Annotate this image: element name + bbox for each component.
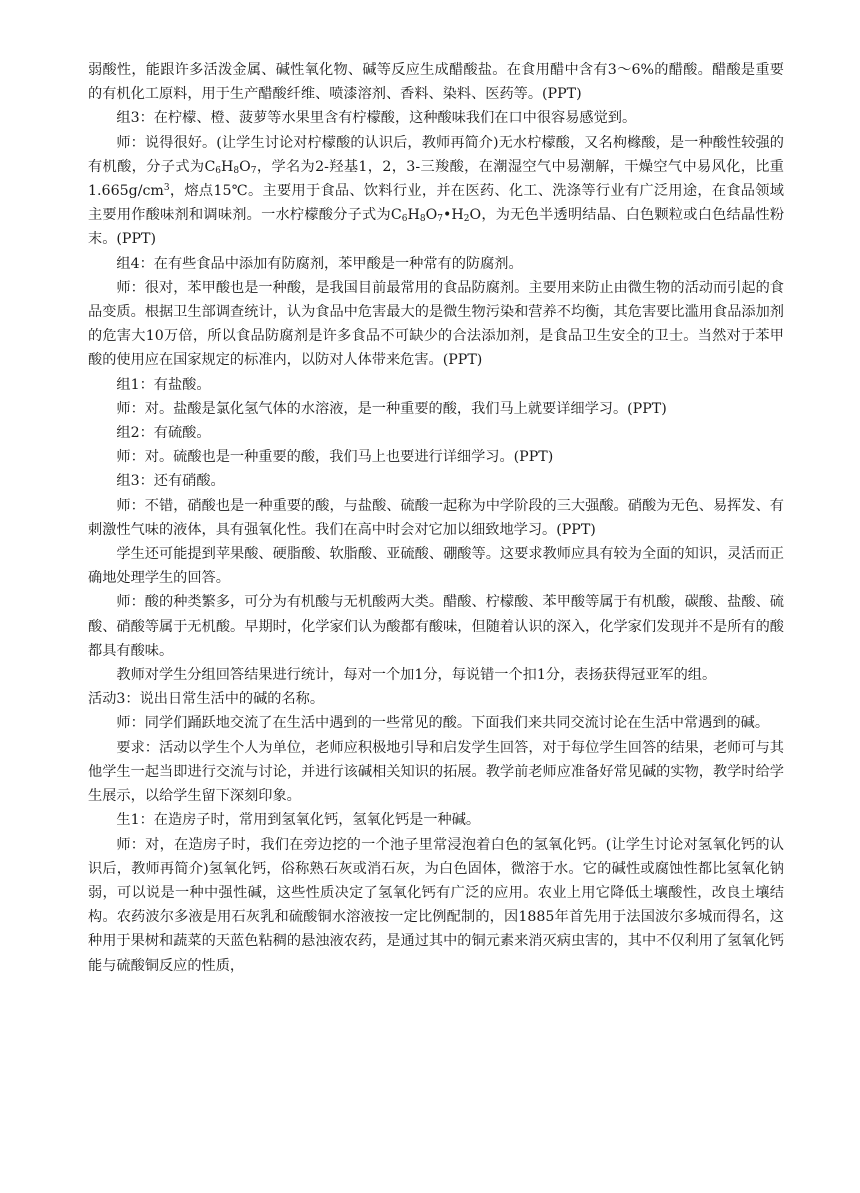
text-run: ，熔点15℃。主要用于食品、饮料行业，并在医药、化工、洗涤等行业有广泛用途，在食品领域主要用作酸味剂和调味剂。一水柠檬酸分子式为C: [88, 183, 784, 224]
subscript: 7: [250, 165, 257, 176]
paragraph: 要求：活动以学生个人为单位，老师应积极地引导和启发学生回答，对于每位学生回答的结果，老师可与其他学生一起当即进行交流与讨论，并进行该碱相关知识的拓展。教学前老师应准备好常见碱的实物，教学时给学生展示，以给学生留下深刻印象。: [88, 739, 784, 805]
document-page: [88, 58, 784, 978]
text-run: H: [407, 207, 420, 224]
text-run: ，学名为2-羟基1，2，3-三羧酸，在潮湿空气中易潮解，干燥空气中易风化，比重1.665g/cm: [88, 158, 784, 200]
subscript: 7: [437, 214, 443, 225]
paragraph: 组3：还有硝酸。: [116, 473, 225, 490]
paragraph: 组2：有硫酸。: [116, 425, 211, 442]
paragraph: 师：不错，硝酸也是一种重要的酸，与盐酸、硫酸一起称为中学阶段的三大强酸。硝酸为无色、易挥发、有刺激性气味的液体，具有强氧化性。我们在高中时会对它加以细致地学习。(PPT): [88, 497, 784, 538]
paragraph: 学生还可能提到苹果酸、硬脂酸、软脂酸、亚硫酸、硼酸等。这要求教师应具有较为全面的知识，灵活而正确地处理学生的回答。: [88, 546, 784, 587]
superscript: 3: [163, 183, 170, 194]
paragraph: 弱酸性，能跟许多活泼金属、碱性氧化物、碱等反应生成醋酸盐。在食用醋中含有3～6%的醋酸。醋酸是重要的有机化工原料，用于生产醋酸纤维、喷漆溶剂、香料、染料、医药等。(PPT): [88, 62, 784, 103]
paragraph: 师：对，在造房子时，我们在旁边挖的一个池子里常浸泡着白色的氢氧化钙。(让学生讨论对氢氧化钙的认识后，教师再简介)氢氧化钙，俗称熟石灰或消石灰，为白色固体，微溶于水。它的碱性或腐蚀性都比氢氧化钠弱，可以说是一种中强性碱，这些性质决定了氢氧化钙有广泛的应用。农业上用它降低土壤酸性，改良土壤结构。农药波尔多液是用石灰乳和硫酸铜水溶液按一定比例配制的，因1885年首先用于法国波尔多城而得名，这种用于果树和蔬菜的天蓝色粘稠的悬浊液农药，是通过其中的铜元素来消灭病虫害的，其中不仅利用了氢氧化钙能与硫酸铜反应的性质，: [88, 836, 784, 974]
paragraph: 组1：有盐酸。: [116, 376, 211, 393]
paragraph: 组3：在柠檬、橙、菠萝等水果里含有柠檬酸，这种酸味我们在口中很容易感觉到。: [116, 110, 637, 127]
paragraph: 师：酸的种类繁多，可分为有机酸与无机酸两大类。醋酸、柠檬酸、苯甲酸等属于有机酸，碳酸、盐酸、硫酸、硝酸等属于无机酸。早期时，化学家们认为酸都有酸味，但随着认识的深入，化学家们发现并不是所有的酸都具有酸味。: [88, 594, 784, 659]
subscript: 2: [463, 214, 470, 225]
text-run: •H: [442, 207, 464, 224]
text-run: 师：说得很好。(让学生讨论对柠檬酸的认识后，教师再简介)无水柠檬酸，又名枸橼酸，是一种酸性较强的有机酸，分子式为C: [88, 134, 784, 175]
text-run: O，为无色半透明结晶、白色颗粒或白色结晶性粉末。(PPT): [88, 207, 785, 248]
paragraph: 生1：在造房子时，常用到氢氧化钙，氢氧化钙是一种碱。: [116, 812, 481, 829]
paragraph: 组4：在有些食品中添加有防腐剂，苯甲酸是一种常有的防腐剂。: [116, 255, 523, 272]
activity-heading: 活动3：说出日常生活中的碱的名称。: [88, 691, 325, 708]
paragraph: 师：对。硫酸也是一种重要的酸，我们马上也要进行详细学习。(PPT): [116, 449, 554, 466]
subscript: 6: [401, 214, 408, 225]
subscript: 8: [233, 165, 240, 176]
text-run: O: [239, 158, 251, 175]
text-run: H: [221, 158, 234, 175]
paragraph: 教师对学生分组回答结果进行统计，每对一个加1分，每说错一个扣1分，表扬获得冠亚军的组。: [116, 667, 717, 684]
paragraph-citric-acid: [88, 131, 784, 252]
text-run: O: [425, 207, 438, 224]
subscript: 6: [215, 165, 222, 176]
paragraph: 师：同学们踊跃地交流了在生活中遇到的一些常见的酸。下面我们来共同交流讨论在生活中常遇到的碱。: [116, 715, 770, 732]
subscript: 8: [419, 214, 426, 225]
paragraph: 师：对。盐酸是氯化氢气体的水溶液，是一种重要的酸，我们马上就要详细学习。(PPT): [116, 400, 667, 417]
paragraph: 师：很对，苯甲酸也是一种酸，是我国目前最常用的食品防腐剂。主要用来防止由微生物的活动而引起的食品变质。根据卫生部调查统计，认为食品中危害最大的是微生物污染和营养不均衡，其危害要比滥用食品添加剂的危害大10万倍，所以食品防腐剂是许多食品不可缺少的合法添加剂，是食品卫生安全的卫士。当然对于苯甲酸的使用应在国家规定的标准内，以防对人体带来危害。(PPT): [88, 279, 784, 369]
